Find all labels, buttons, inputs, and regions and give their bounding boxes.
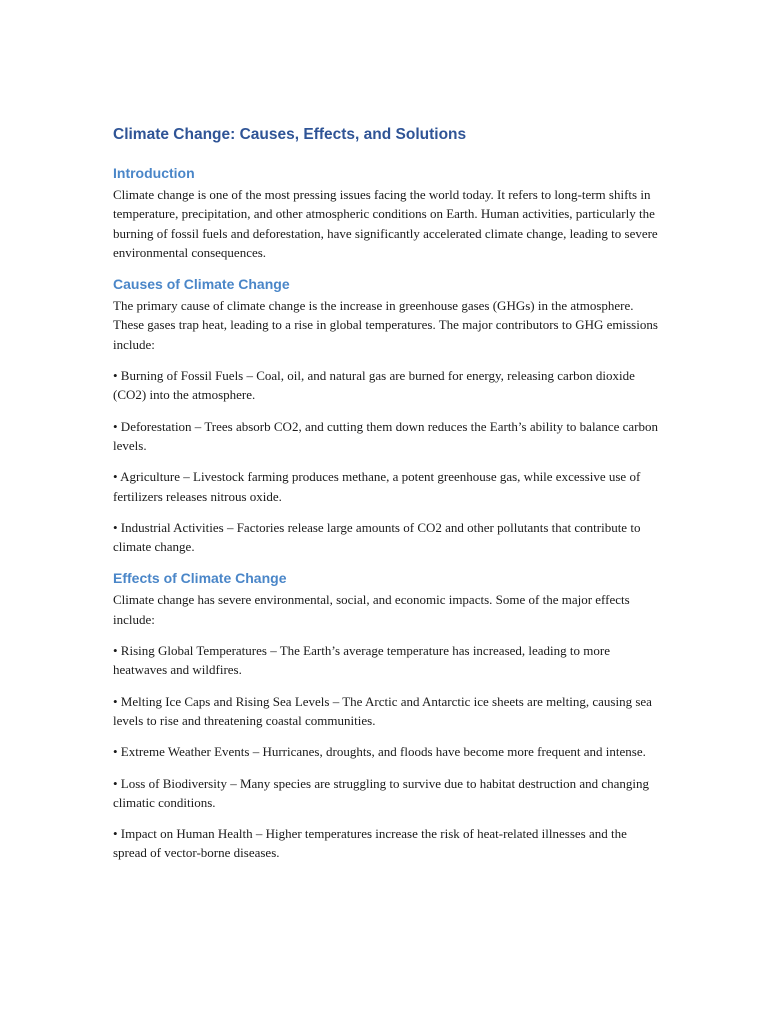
bullet-item: • Extreme Weather Events – Hurricanes, droughts, and floods have become more frequent and intense. — [113, 744, 646, 760]
section-effects — [113, 568, 658, 862]
document-title: Climate Change: Causes, Effects, and Solutions — [113, 126, 467, 143]
section-heading: Introduction — [113, 165, 195, 181]
bullet-item: • Melting Ice Caps and Rising Sea Levels – The Arctic and Antarctic ice sheets are melting, causing sea levels to rise and threatening coastal communities. — [113, 693, 652, 728]
bullet-item: • Impact on Human Health – Higher temperatures increase the risk of heat-related illnesses and the spread of vector-borne diseases. — [113, 826, 627, 861]
bullet-item: • Burning of Fossil Fuels – Coal, oil, and natural gas are burned for energy, releasing carbon dioxide (CO2) into the atmosphere. — [113, 368, 635, 403]
section-heading: Causes of Climate Change — [113, 276, 290, 293]
section-heading: Effects of Climate Change — [113, 570, 287, 587]
paragraph: The primary cause of climate change is the increase in greenhouse gases (GHGs) in the atmosphere. These gases trap heat, leading to a rise in global temperatures. The major contributors to GHG emissions include: — [113, 298, 658, 352]
section-causes — [113, 274, 658, 556]
bullet-item: • Rising Global Temperatures – The Earth’s average temperature has increased, leading to more heatwaves and wildfires. — [113, 643, 610, 678]
bullet-item: • Loss of Biodiversity – Many species are struggling to survive due to habitat destruction and changing climatic conditions. — [113, 775, 650, 810]
section-introduction — [113, 163, 658, 262]
bullet-item: • Industrial Activities – Factories release large amounts of CO2 and other pollutants that contribute to climate change. — [113, 519, 641, 555]
paragraph: Climate change has severe environmental, social, and economic impacts. Some of the major effects include: — [113, 592, 630, 627]
bullet-item: • Deforestation – Trees absorb CO2, and cutting them down reduces the Earth’s ability to balance carbon levels. — [113, 418, 658, 453]
paragraph: Climate change is one of the most pressing issues facing the world today. It refers to long-term shifts in temperature, precipitation, and other atmospheric conditions on Earth. Human activities, particularly the burning of fossil fuels and deforestation, have significantly accelerated climate change, leading to severe environmental consequences. — [113, 187, 658, 260]
document-page — [113, 124, 658, 875]
bullet-item: • Agriculture – Livestock farming produces methane, a potent greenhouse gas, while excessive use of fertilizers releases nitrous oxide. — [113, 469, 641, 504]
